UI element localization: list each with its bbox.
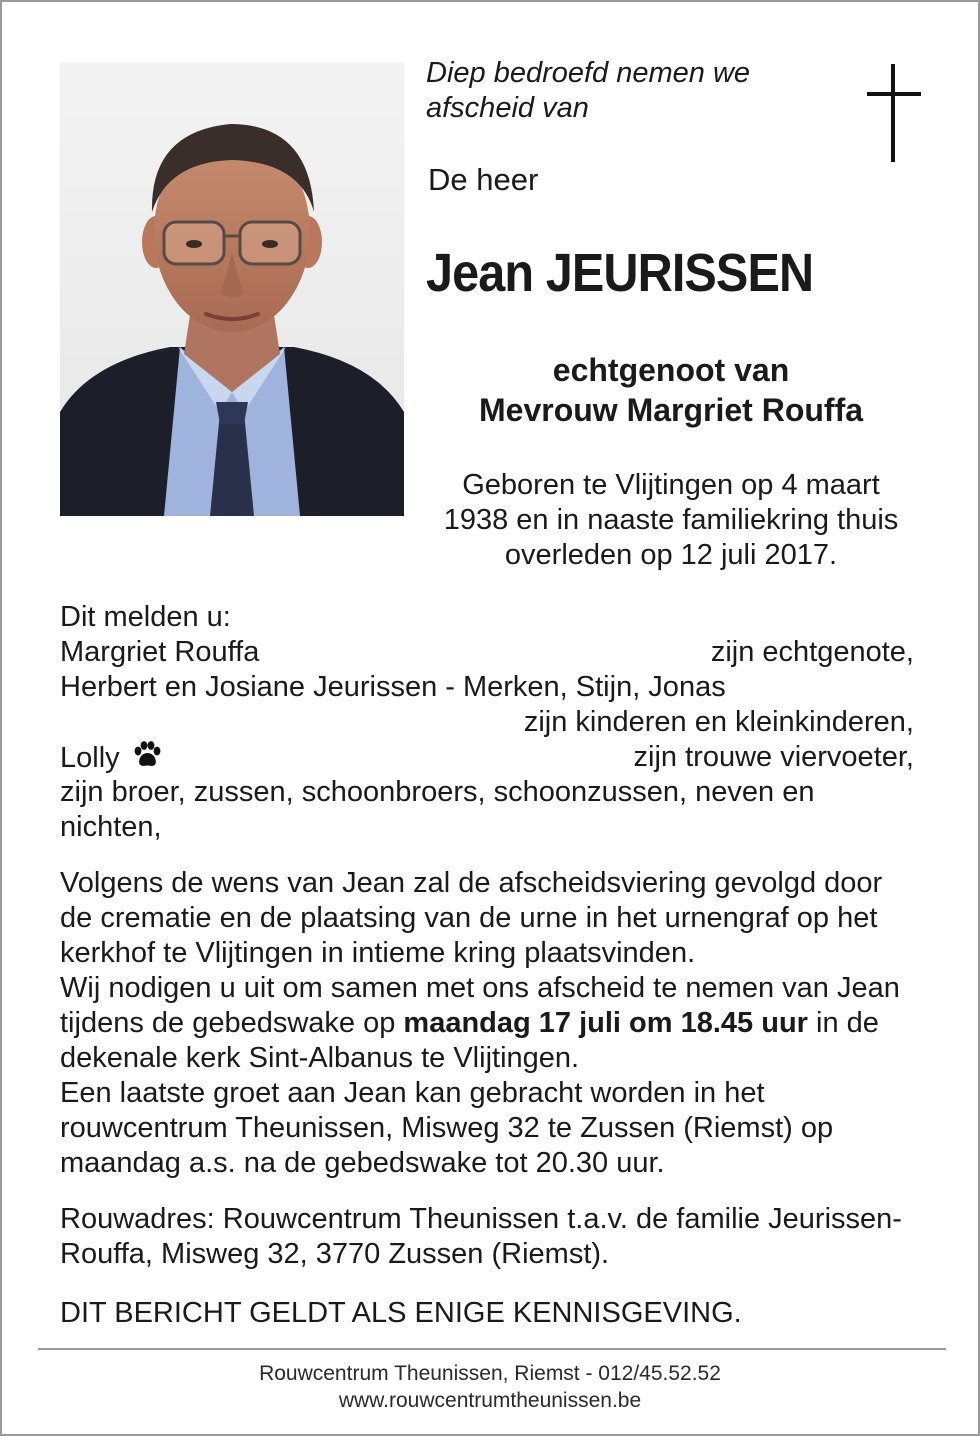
announcer-relation: zijn echtgenote,: [710, 636, 914, 668]
ceremony-paragraph-1: Volgens de wens van Jean zal de afscheidsviering gevolgd door de crematie en de plaatsing van de urne in het urnengraf op het kerkhof te Vlijtingen in intieme kring plaatsvinden.: [60, 867, 883, 969]
announcer-relation: zijn kinderen en kleinkinderen,: [523, 706, 914, 738]
intro-text: Diep bedroefd nemen we afscheid van: [426, 57, 751, 124]
ceremony-text: Wij nodigen u uit om samen met ons afscheid te nemen van Jean tijdens de gebedswake op: [60, 972, 900, 1039]
announcer-relation: zijn trouwe viervoeter,: [633, 741, 914, 773]
footer: [2, 1360, 978, 1414]
footer-divider: [38, 1348, 946, 1350]
spouse-block: [426, 350, 916, 430]
spouse-line-1: echtgenoot van: [552, 352, 790, 388]
announcer-row: [60, 635, 920, 670]
ceremony-block: [60, 866, 920, 1181]
paw-icon: [132, 740, 162, 770]
notice-text: DIT BERICHT GELDT ALS ENIGE KENNISGEVING.: [60, 1297, 742, 1329]
announcer-row: [60, 670, 920, 705]
birth-death-info: Geboren te Vlijtingen op 4 maart 1938 en in naaste familiekring thuis overleden op 12 juli 2017.: [443, 469, 899, 571]
announcer-name: Margriet Rouffa: [60, 636, 260, 668]
announcer-name: Lolly: [60, 742, 120, 774]
deceased-name: Jean JEURISSEN: [426, 243, 814, 303]
ceremony-text: in de dekenale kerk Sint-Albanus te Vlijtingen.: [60, 1007, 879, 1074]
announcer-row: [60, 705, 920, 740]
announcers-block: [60, 600, 920, 845]
spouse-line-2: Mevrouw Margriet Rouffa: [478, 392, 864, 428]
announcer-name: Herbert en Josiane Jeurissen - Merken, Stijn, Jonas: [60, 671, 726, 703]
mourning-address: Rouwadres: Rouwcentrum Theunissen t.a.v. de familie Jeurissen-Rouffa, Misweg 32, 3770 Zussen (Riemst).: [60, 1203, 902, 1270]
ceremony-paragraph-2: [60, 971, 920, 1076]
relatives-text: zijn broer, zussen, schoonbroers, schoonzussen, neven en nichten,: [60, 776, 815, 843]
portrait-illustration: [60, 62, 404, 516]
title-prefix: De heer: [428, 162, 539, 197]
announcers-heading: Dit melden u:: [60, 601, 231, 633]
footer-contact: Rouwcentrum Theunissen, Riemst - 012/45.52.52: [259, 1362, 721, 1385]
cross-icon: [864, 64, 924, 162]
portrait-photo: [60, 62, 404, 516]
ceremony-paragraph-3: Een laatste groet aan Jean kan gebracht worden in het rouwcentrum Theunissen, Misweg 32 te Zussen (Riemst) op maandag a.s. na de gebedswake tot 20.30 uur.: [60, 1077, 834, 1179]
vigil-datetime: maandag 17 juli om 18.45 uur: [403, 1007, 808, 1039]
announcer-row: [60, 740, 920, 775]
footer-website[interactable]: www.rouwcentrumtheunissen.be: [338, 1389, 642, 1412]
